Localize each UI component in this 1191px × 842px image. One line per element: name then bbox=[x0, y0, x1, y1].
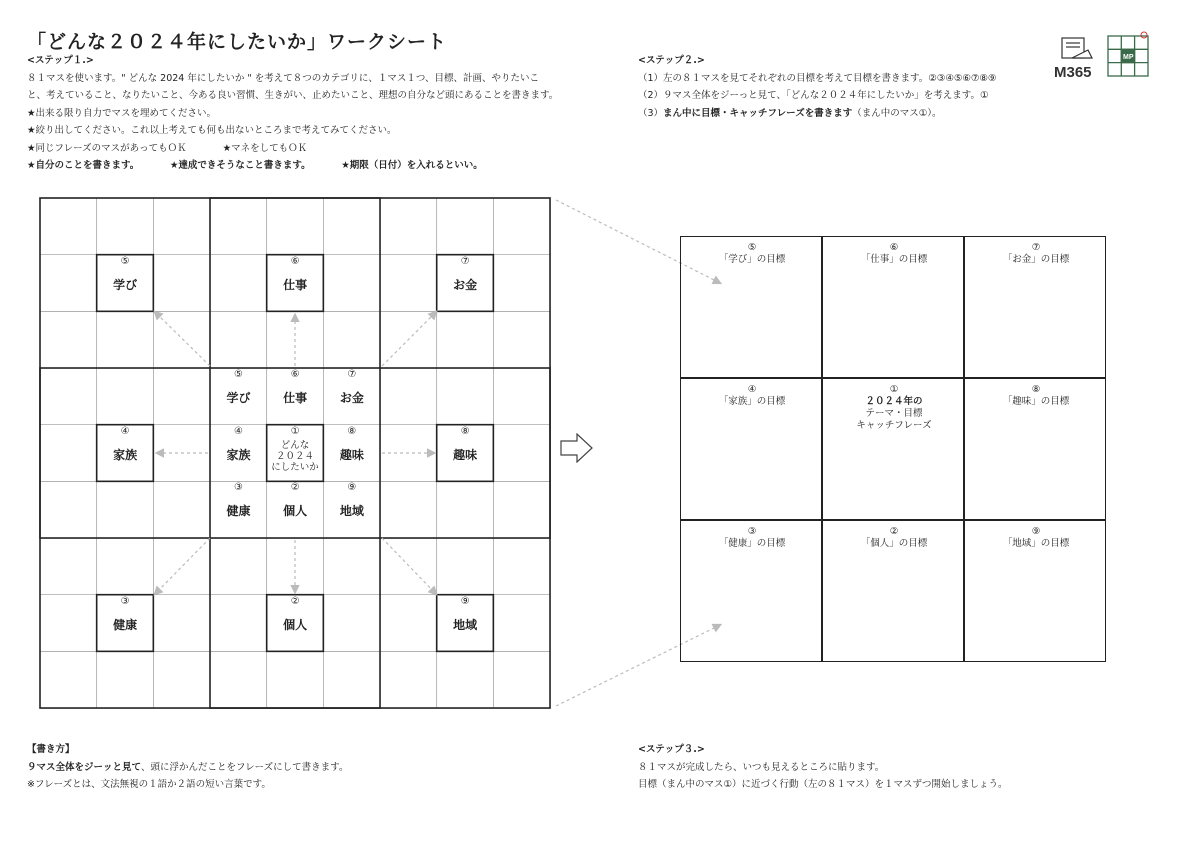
step2-line3-prefix: （3） bbox=[638, 107, 664, 119]
category-label: 趣味 bbox=[453, 447, 478, 462]
category-label: 健康 bbox=[226, 504, 251, 519]
category-label: 仕事 bbox=[283, 391, 308, 405]
step1-heading: <ステップ１.> bbox=[27, 55, 94, 66]
category-number: ① bbox=[290, 425, 300, 437]
goal-number: ③ bbox=[747, 526, 757, 537]
goal-cell-label bbox=[823, 384, 965, 432]
step2-line3-suffix: （まん中のマス①）。 bbox=[852, 107, 942, 119]
arrow-to-manabi bbox=[155, 312, 210, 366]
goal-cell-label bbox=[823, 242, 965, 266]
step2-line: （1）左の８１マスを見てそれぞれの目標を考えて目標を書きます。②③④⑤⑥⑦⑧⑨ bbox=[638, 72, 997, 84]
goal-number: ② bbox=[889, 526, 899, 537]
goal-number: ⑦ bbox=[1031, 242, 1041, 253]
category-number: ⑧ bbox=[460, 425, 470, 437]
goal-cell-label bbox=[965, 384, 1107, 408]
goal-cell-label bbox=[965, 526, 1107, 550]
goal-cell[interactable] bbox=[822, 520, 964, 662]
category-label: お金 bbox=[339, 391, 364, 405]
center-theme-label: どんな ２０２４ にしたいか bbox=[271, 439, 319, 473]
step1-tip-same-phrase: ★同じフレーズのマスがあってもＯＫ bbox=[27, 142, 187, 154]
step3-heading: <ステップ３.> bbox=[638, 744, 705, 755]
category-label: 趣味 bbox=[339, 447, 364, 462]
howto-line: ※フレーズとは、文法無視の１語か２語の短い言葉です。 bbox=[27, 779, 271, 790]
category-number: ⑦ bbox=[460, 255, 470, 267]
step1-line: ８１マスを使います。" どんな 2024 年にしたいか " を考えて８つのカテゴリに、１マス１つ、目標、計画、やりたいこ bbox=[27, 72, 539, 84]
category-label: 地域 bbox=[453, 617, 478, 632]
page-title: 「どんな２０２４年にしたいか」ワークシート bbox=[27, 31, 448, 53]
goal-cell-label bbox=[681, 384, 823, 408]
step2-line3-bold: まん中に目標・キャッチフレーズを書きます bbox=[663, 107, 853, 119]
howto-section bbox=[27, 741, 348, 794]
category-label: お金 bbox=[453, 277, 478, 292]
howto-line1-bold: ９マス全体をジーッと見て bbox=[27, 761, 142, 773]
category-number: ⑤ bbox=[234, 369, 243, 380]
arrow-to-kenko bbox=[155, 538, 210, 594]
goal-cell-label bbox=[681, 526, 823, 550]
goal-number: ④ bbox=[747, 384, 757, 395]
goal-cell-label bbox=[681, 242, 823, 266]
goal-cell[interactable] bbox=[680, 236, 822, 378]
category-label: 家族 bbox=[113, 447, 138, 462]
step1-line: と、考えていること、なりたいこと、今ある良い習慣、生きがい、止めたいこと、理想の自分など頭にあることを書きます。 bbox=[27, 90, 559, 101]
category-number: ② bbox=[290, 595, 300, 607]
goal-text: 「趣味」の目標 bbox=[1002, 396, 1070, 407]
step1-line: ★出来る限り自力でマスを埋めてください。 bbox=[27, 107, 217, 119]
goal-cell[interactable] bbox=[964, 520, 1106, 662]
goal-cell[interactable] bbox=[680, 378, 822, 520]
category-label: 仕事 bbox=[283, 277, 308, 292]
category-label: 地域 bbox=[339, 504, 364, 519]
category-number: ⑨ bbox=[347, 482, 357, 494]
category-label: 学び bbox=[113, 277, 138, 292]
category-number: ⑤ bbox=[120, 255, 130, 267]
goal-cell[interactable] bbox=[822, 378, 964, 520]
category-number: ⑧ bbox=[347, 425, 357, 437]
goal-number: ⑧ bbox=[1031, 384, 1041, 395]
logo-mark-text: MP bbox=[1123, 54, 1134, 61]
goal-theme-line: テーマ・目標 bbox=[865, 408, 923, 419]
category-number: ② bbox=[290, 482, 300, 494]
step3-line: ８１マスが完成したら、いつも見えるところに貼ります。 bbox=[638, 761, 885, 773]
goal-number: ① bbox=[889, 384, 899, 395]
category-label: 個人 bbox=[283, 617, 308, 632]
step2-line: （2）９マス全体をジーっと見て、「どんな２０２４年にしたいか」を考えます。① bbox=[638, 90, 989, 101]
category-number: ⑦ bbox=[347, 369, 357, 380]
goal-text: 「仕事」の目標 bbox=[860, 254, 928, 265]
goal-text: 「個人」の目標 bbox=[860, 538, 928, 549]
step1-tip-achievable: ★達成できそうなこと書きます。 bbox=[169, 160, 311, 171]
category-label: 健康 bbox=[113, 617, 138, 632]
logo-text: M365 bbox=[1054, 64, 1092, 81]
goal-cell-label bbox=[823, 526, 965, 550]
category-number: ④ bbox=[234, 425, 243, 437]
goal-text: 「健康」の目標 bbox=[718, 538, 786, 549]
category-number: ⑥ bbox=[290, 369, 300, 380]
category-label: 個人 bbox=[283, 504, 308, 519]
category-number: ③ bbox=[120, 595, 130, 607]
goal-text: 「学び」の目標 bbox=[718, 254, 786, 265]
step2-heading: <ステップ２.> bbox=[638, 55, 705, 66]
arrow-to-chiiki bbox=[382, 538, 436, 594]
step1-tip-self: ★自分のことを書きます。 bbox=[27, 160, 140, 171]
goal-text: 「地域」の目標 bbox=[1002, 538, 1070, 549]
goal-text: 「家族」の目標 bbox=[718, 396, 786, 407]
goal-theme-line: キャッチフレーズ bbox=[856, 420, 932, 431]
goal-number: ⑥ bbox=[889, 242, 899, 253]
category-number: ⑥ bbox=[290, 255, 300, 267]
goal-cell[interactable] bbox=[822, 236, 964, 378]
goal-text: 「お金」の目標 bbox=[1002, 254, 1070, 265]
category-number: ④ bbox=[120, 425, 130, 437]
howto-heading: 【書き方】 bbox=[27, 744, 75, 755]
category-number: ⑨ bbox=[460, 595, 470, 607]
category-label: 学び bbox=[226, 391, 251, 405]
goal-theme-line: ２０２４年の bbox=[865, 396, 923, 407]
step1-tip-deadline: ★期限（日付）を入れるといい。 bbox=[341, 160, 483, 171]
arrow-to-okane bbox=[382, 312, 436, 366]
step3-line: 目標（まん中のマス①）に近づく行動（左の８１マス）を１マスずつ開始しましょう。 bbox=[638, 779, 1008, 790]
howto-line bbox=[27, 759, 348, 777]
right-arrow-icon bbox=[560, 433, 594, 463]
goal-number: ⑨ bbox=[1031, 526, 1041, 537]
category-label: 家族 bbox=[226, 447, 251, 462]
goal-cell[interactable] bbox=[964, 378, 1106, 520]
step3-section bbox=[638, 741, 1008, 794]
step1-line: ★絞り出してください。これ以上考えても何も出ないところまで考えてみてください。 bbox=[27, 125, 397, 136]
step1-tip-imitate: ★マネをしてもＯＫ bbox=[222, 142, 308, 154]
goal-cell[interactable] bbox=[964, 236, 1106, 378]
goal-cell[interactable] bbox=[680, 520, 822, 662]
goal-number: ⑤ bbox=[747, 242, 757, 253]
category-number: ③ bbox=[234, 482, 243, 494]
howto-line1-rest: 、頭に浮かんだことをフレーズにして書きます。 bbox=[141, 761, 349, 773]
goal-cell-label bbox=[965, 242, 1107, 266]
